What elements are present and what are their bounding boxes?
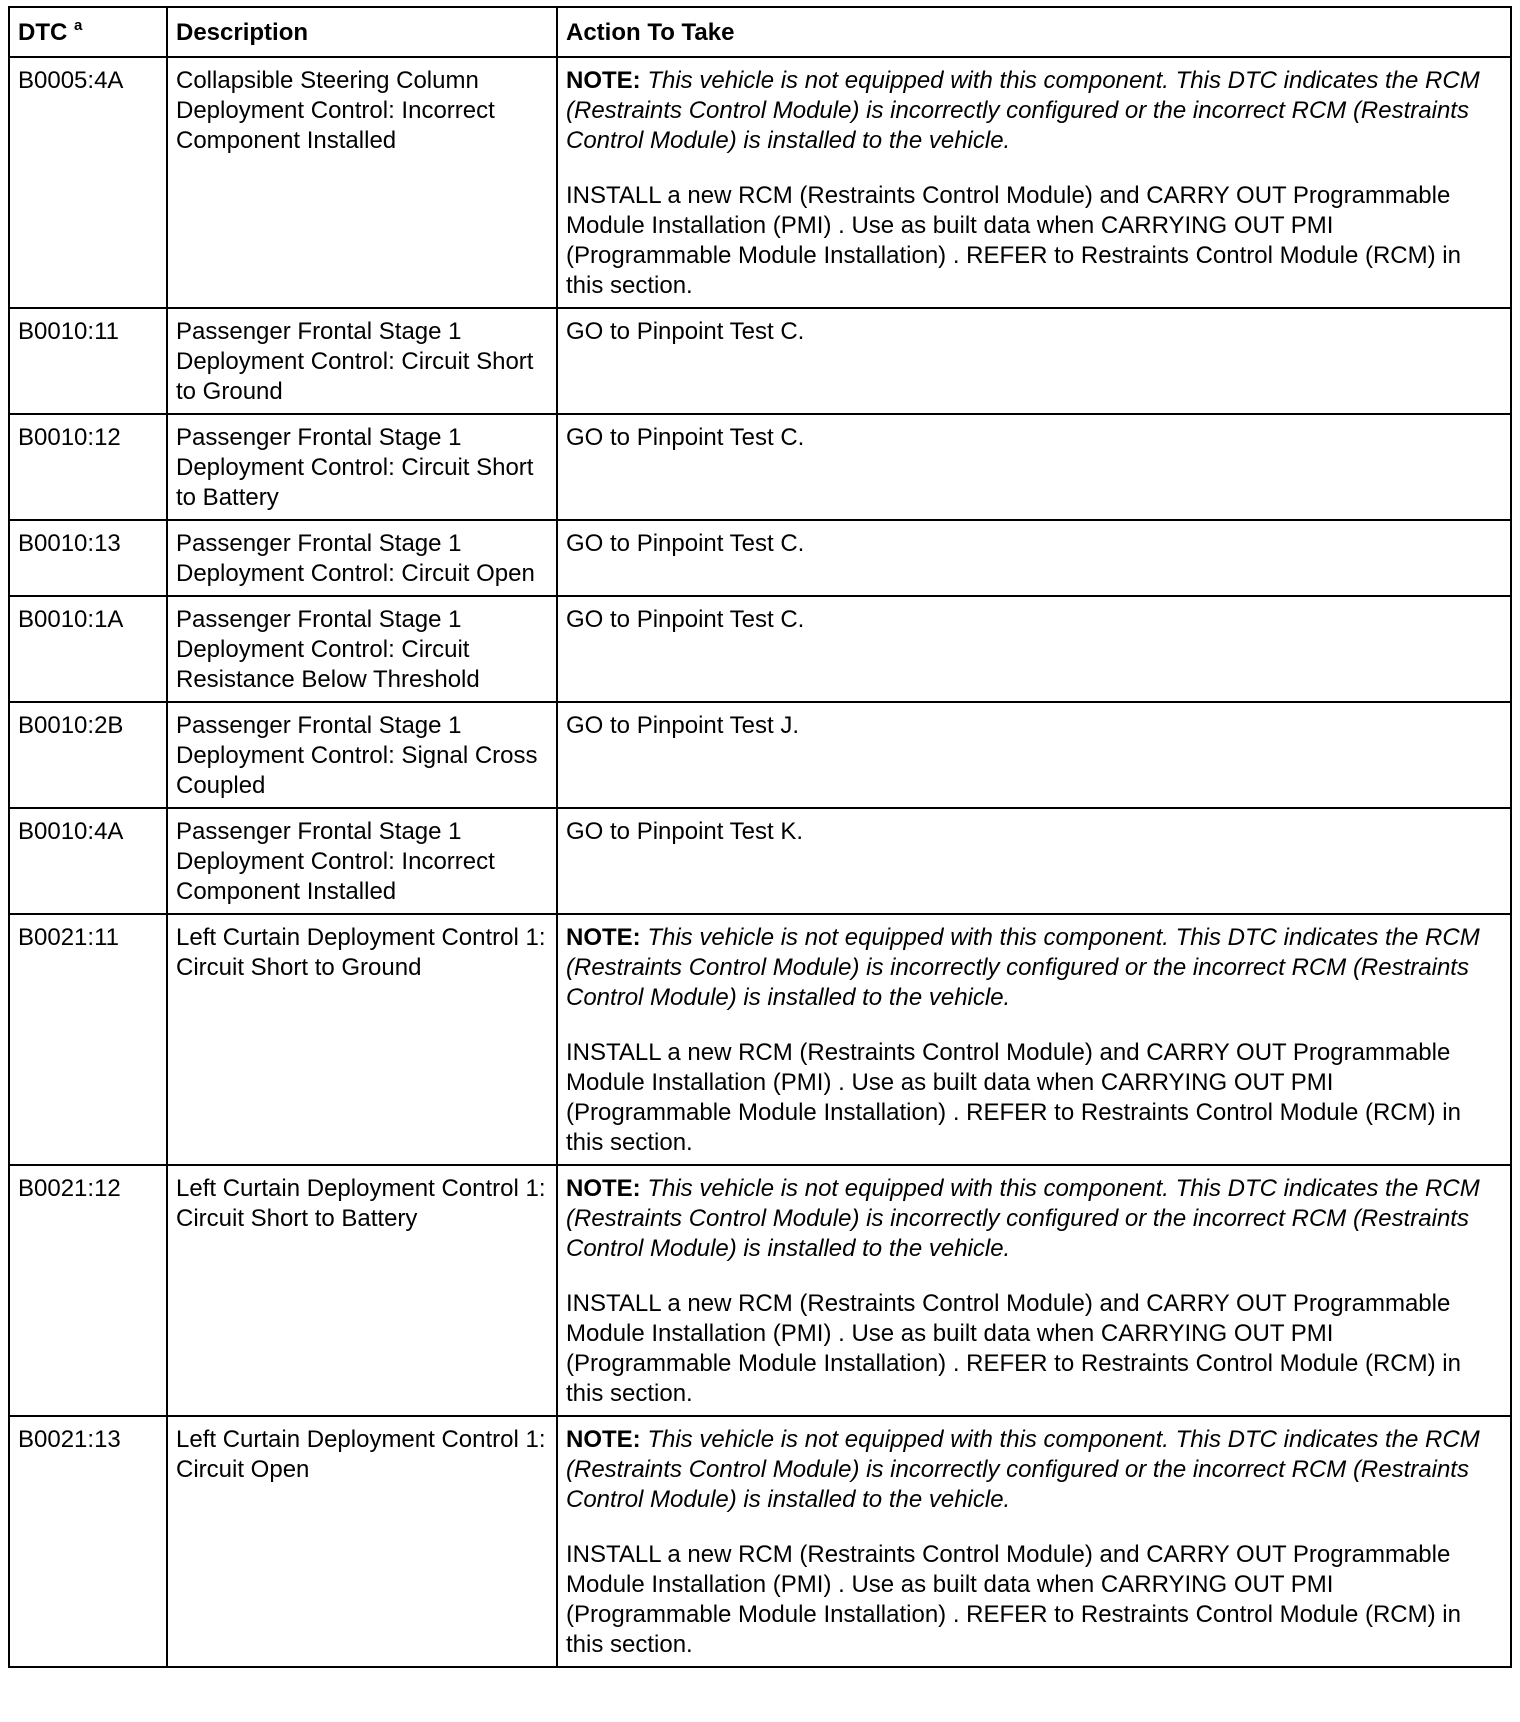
header-row [9,7,1511,57]
dtc-description: Passenger Frontal Stage 1 Deployment Control: Signal Cross Coupled [167,702,557,808]
action-text: GO to Pinpoint Test K. [566,818,804,845]
note-text: This vehicle is not equipped with this component. This DTC indicates the RCM (Restraints Control Module) is incorrectly configured or the incorrect RCM (Restraints Control Module) is installed to the vehicle. [566,67,1480,154]
dtc-code: B0010:11 [9,308,167,414]
note-paragraph [566,1174,1502,1264]
note-text: This vehicle is not equipped with this component. This DTC indicates the RCM (Restraints Control Module) is incorrectly configured or the incorrect RCM (Restraints Control Module) is installed to the vehicle. [566,924,1480,1011]
dtc-code: B0021:13 [9,1416,167,1667]
header-action: Action To Take [557,7,1511,57]
dtc-code: B0005:4A [9,57,167,308]
note-label: NOTE: [566,924,641,951]
note-paragraph [566,923,1502,1013]
action-cell [557,1165,1511,1416]
action-cell [557,308,1511,414]
header-dtc-label: DTC [18,19,68,46]
dtc-description: Passenger Frontal Stage 1 Deployment Control: Circuit Resistance Below Threshold [167,596,557,702]
note-label: NOTE: [566,1426,641,1453]
dtc-description: Left Curtain Deployment Control 1: Circuit Short to Battery [167,1165,557,1416]
action-cell [557,520,1511,596]
dtc-description: Passenger Frontal Stage 1 Deployment Control: Incorrect Component Installed [167,808,557,914]
note-paragraph [566,66,1502,156]
action-text: INSTALL a new RCM (Restraints Control Module) and CARRY OUT Programmable Module Installation (PMI) . Use as built data when CARRYING OUT PMI (Programmable Module Installation) . REFER to Restraints Control Module (RCM) in this section. [566,182,1461,299]
dtc-description: Passenger Frontal Stage 1 Deployment Control: Circuit Open [167,520,557,596]
header-description: Description [167,7,557,57]
dtc-description: Left Curtain Deployment Control 1: Circuit Open [167,1416,557,1667]
table-row [9,57,1511,308]
action-text: GO to Pinpoint Test C. [566,530,805,557]
action-text: GO to Pinpoint Test J. [566,712,800,739]
table-header [9,7,1511,57]
dtc-code: B0010:2B [9,702,167,808]
action-cell [557,914,1511,1165]
table-row [9,1165,1511,1416]
dtc-code: B0010:12 [9,414,167,520]
dtc-description: Collapsible Steering Column Deployment Control: Incorrect Component Installed [167,57,557,308]
note-label: NOTE: [566,67,641,94]
dtc-code: B0010:4A [9,808,167,914]
header-dtc [9,7,167,57]
action-cell [557,702,1511,808]
action-text: INSTALL a new RCM (Restraints Control Module) and CARRY OUT Programmable Module Installation (PMI) . Use as built data when CARRYING OUT PMI (Programmable Module Installation) . REFER to Restraints Control Module (RCM) in this section. [566,1290,1461,1407]
action-text: GO to Pinpoint Test C. [566,606,805,633]
dtc-description: Passenger Frontal Stage 1 Deployment Control: Circuit Short to Battery [167,414,557,520]
action-text: GO to Pinpoint Test C. [566,318,805,345]
table-row [9,702,1511,808]
table-row [9,308,1511,414]
dtc-code: B0021:11 [9,914,167,1165]
note-text: This vehicle is not equipped with this component. This DTC indicates the RCM (Restraints Control Module) is incorrectly configured or the incorrect RCM (Restraints Control Module) is installed to the vehicle. [566,1426,1480,1513]
note-label: NOTE: [566,1175,641,1202]
action-cell [557,57,1511,308]
dtc-description: Left Curtain Deployment Control 1: Circuit Short to Ground [167,914,557,1165]
table-body [9,57,1511,1667]
action-text: GO to Pinpoint Test C. [566,424,805,451]
action-cell [557,596,1511,702]
action-cell [557,808,1511,914]
action-text: INSTALL a new RCM (Restraints Control Module) and CARRY OUT Programmable Module Installation (PMI) . Use as built data when CARRYING OUT PMI (Programmable Module Installation) . REFER to Restraints Control Module (RCM) in this section. [566,1541,1461,1658]
dtc-description: Passenger Frontal Stage 1 Deployment Control: Circuit Short to Ground [167,308,557,414]
action-text: INSTALL a new RCM (Restraints Control Module) and CARRY OUT Programmable Module Installation (PMI) . Use as built data when CARRYING OUT PMI (Programmable Module Installation) . REFER to Restraints Control Module (RCM) in this section. [566,1039,1461,1156]
dtc-code: B0021:12 [9,1165,167,1416]
dtc-code: B0010:1A [9,596,167,702]
action-cell [557,414,1511,520]
note-paragraph [566,1425,1502,1515]
note-text: This vehicle is not equipped with this component. This DTC indicates the RCM (Restraints Control Module) is incorrectly configured or the incorrect RCM (Restraints Control Module) is installed to the vehicle. [566,1175,1480,1262]
header-dtc-footnote: a [74,17,83,34]
table-row [9,1416,1511,1667]
table-row [9,808,1511,914]
table-row [9,520,1511,596]
dtc-table [8,6,1512,1668]
action-cell [557,1416,1511,1667]
table-row [9,914,1511,1165]
dtc-code: B0010:13 [9,520,167,596]
table-row [9,414,1511,520]
table-row [9,596,1511,702]
